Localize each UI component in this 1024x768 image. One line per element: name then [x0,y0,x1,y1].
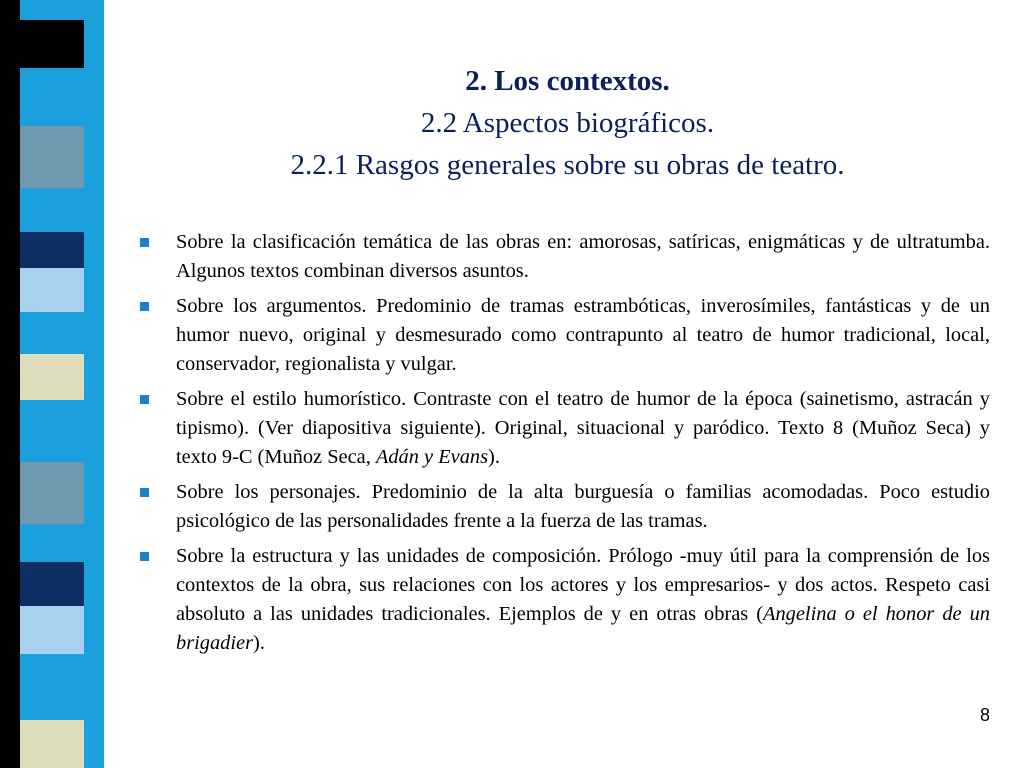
ribbon-segment [20,268,84,312]
ribbon-segment [20,0,84,20]
ribbon-segment [20,562,84,606]
bullet-text: Sobre los personajes. Predominio de la alta burguesía o familias acomodadas. Poco estudio psicológico de las personalidades frente a la fuerza de las tramas. [176,481,990,532]
slide-title [150,60,985,186]
bullet-text [176,385,990,472]
ribbon-segment [20,524,84,562]
bullet-text-part: ). [488,446,500,468]
bullet-text-part: ). [253,632,265,654]
bullet-text-part: Sobre el estilo humorístico. Contraste con el teatro de humor de la época (sainetismo, astracán y tipismo). (Ver diapositiva siguiente). Original, situacional y paródico. Texto 8 (Muñoz Seca) y texto 9-C (Muñoz Seca, [176,388,990,468]
right-blue-stripe [84,0,104,768]
bullet-text [176,542,990,658]
left-black-stripe [0,0,20,768]
ribbon-segment [20,720,84,768]
bullet-text: Sobre los argumentos. Predominio de tramas estrambóticas, inverosímiles, fantásticas y de un humor nuevo, original y desmesurado como contrapunto al teatro de humor tradicional, local, conservador, regionalista y vulgar. [176,295,990,375]
square-bullet-icon [140,302,149,311]
ribbon-segment [20,312,84,354]
title-line-2: 2.2 Aspectos biográficos. [420,107,715,139]
ribbon-segment [20,126,84,188]
square-bullet-icon [140,488,149,497]
title-line-3: 2.2.1 Rasgos generales sobre su obras de teatro. [290,149,845,181]
work-title-italic: Angelina o el honor de un brigadier [176,603,990,654]
square-bullet-icon [140,238,149,247]
bullet-item-structure [140,542,990,658]
page-number: 8 [979,705,990,725]
ribbon-segment [20,400,84,462]
square-bullet-icon [140,552,149,561]
ribbon-segment [20,462,84,524]
ribbon-segment [20,354,84,400]
square-bullet-icon [140,395,149,404]
ribbon-segment [20,232,84,268]
ribbon-segment [20,188,84,232]
ribbon-segment [20,68,84,126]
title-line-1: 2. Los contextos. [465,65,670,97]
ribbon-segment [20,606,84,654]
bullet-item-arguments [140,292,990,379]
ribbon-segment [20,20,84,68]
bullet-text-part: Sobre la estructura y las unidades de composición. Prólogo -muy útil para la comprensión de los contextos de la obra, sus relaciones con los actores y los empresarios- y dos actos. Respeto casi absoluto a las unidades tradicionales. Ejemplos de y en otras obras ( [176,545,990,625]
bullet-item-characters [140,478,990,536]
bullet-list [140,228,990,664]
work-title-italic: Adán y Evans [375,446,489,468]
bullet-item-classification [140,228,990,286]
ribbon-segment [20,654,84,720]
bullet-item-humor-style [140,385,990,472]
decorative-ribbon-border [0,0,104,768]
bullet-text: Sobre la clasificación temática de las obras en: amorosas, satíricas, enigmáticas y de ultratumba. Algunos textos combinan diversos asuntos. [176,231,990,282]
